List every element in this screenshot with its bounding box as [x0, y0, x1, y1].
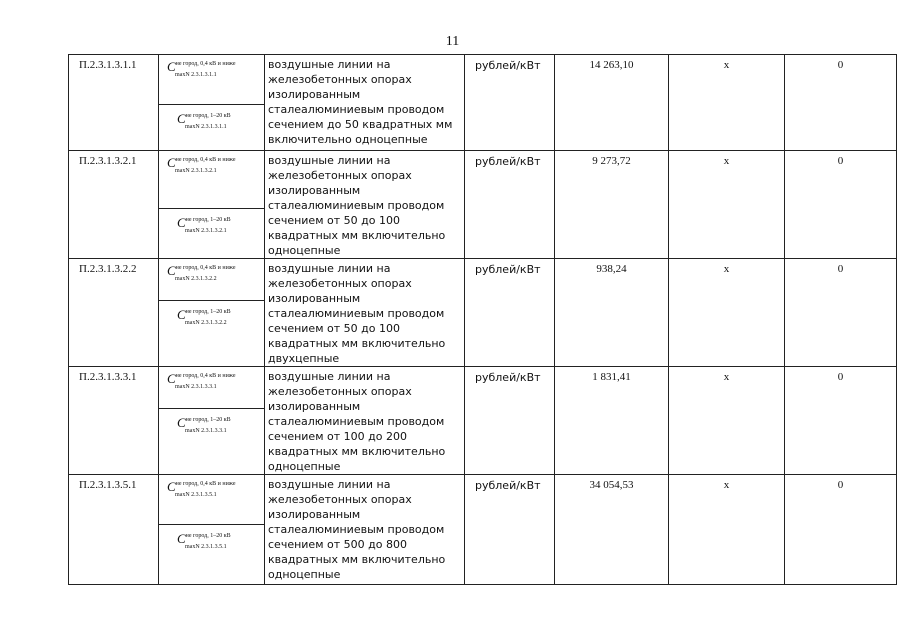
formula-medium-voltage: $C^{не город, 1-20 кВ}$ maxN 2.3.1.3.3.1	[177, 415, 231, 434]
page-number: 11	[445, 34, 460, 49]
formula-cell	[159, 151, 265, 259]
row-description: воздушные линии на железобетонных опорах изолированным сталеалюминиевым проводом сечением от 50 до 100 квадратных мм включительно двухцепные	[265, 259, 465, 367]
row-value: 34 054,53	[555, 475, 669, 585]
table-row	[69, 259, 897, 367]
row-last-value: 0	[785, 151, 897, 259]
row-mark: x	[669, 475, 785, 585]
row-mark: x	[669, 55, 785, 151]
row-code: П.2.3.1.3.5.1	[69, 475, 159, 585]
row-value: 14 263,10	[555, 55, 669, 151]
row-last-value: 0	[785, 367, 897, 475]
row-description: воздушные линии на железобетонных опорах изолированным сталеалюминиевым проводом сечением от 500 до 800 квадратных мм включительно одноцепные	[265, 475, 465, 585]
formula-medium-voltage: $C^{не город, 1-20 кВ}$ maxN 2.3.1.3.1.1	[177, 111, 231, 130]
row-value: 938,24	[555, 259, 669, 367]
row-description: воздушные линии на железобетонных опорах изолированным сталеалюминиевым проводом сечением от 100 до 200 квадратных мм включительно одноцепные	[265, 367, 465, 475]
table-row	[69, 55, 897, 151]
row-unit: рублей/кВт	[465, 151, 555, 259]
tariff-table	[68, 54, 897, 585]
formula-cell	[159, 367, 265, 475]
row-mark: x	[669, 151, 785, 259]
row-description: воздушные линии на железобетонных опорах изолированным сталеалюминиевым проводом сечением от 50 до 100 квадратных мм включительно одноцепные	[265, 151, 465, 259]
formula-low-voltage: $C^{не город, 0,4 кВ и ниже}$ maxN 2.3.1.3.3.1	[167, 371, 236, 390]
row-unit: рублей/кВт	[465, 55, 555, 151]
row-code: П.2.3.1.3.2.2	[69, 259, 159, 367]
formula-medium-voltage: $C^{не город, 1-20 кВ}$ maxN 2.3.1.3.2.1	[177, 215, 231, 234]
row-code: П.2.3.1.3.2.1	[69, 151, 159, 259]
row-value: 1 831,41	[555, 367, 669, 475]
row-code: П.2.3.1.3.1.1	[69, 55, 159, 151]
formula-cell	[159, 55, 265, 151]
row-description: воздушные линии на железобетонных опорах изолированным сталеалюминиевым проводом сечением до 50 квадратных мм включительно одноцепные	[265, 55, 465, 151]
row-value: 9 273,72	[555, 151, 669, 259]
formula-low-voltage: $C^{не город, 0,4 кВ и ниже}$ maxN 2.3.1.3.2.2	[167, 263, 236, 282]
row-unit: рублей/кВт	[465, 259, 555, 367]
table-row	[69, 367, 897, 475]
formula-low-voltage: $C^{не город, 0,4 кВ и ниже}$ maxN 2.3.1.3.1.1	[167, 59, 236, 78]
formula-cell	[159, 475, 265, 585]
row-mark: x	[669, 259, 785, 367]
table-row	[69, 151, 897, 259]
formula-low-voltage: $C^{не город, 0,4 кВ и ниже}$ maxN 2.3.1.3.2.1	[167, 155, 236, 174]
formula-medium-voltage: $C^{не город, 1-20 кВ}$ maxN 2.3.1.3.5.1	[177, 531, 231, 550]
row-last-value: 0	[785, 475, 897, 585]
table-row	[69, 475, 897, 585]
row-unit: рублей/кВт	[465, 367, 555, 475]
row-last-value: 0	[785, 55, 897, 151]
row-unit: рублей/кВт	[465, 475, 555, 585]
formula-medium-voltage: $C^{не город, 1-20 кВ}$ maxN 2.3.1.3.2.2	[177, 307, 231, 326]
row-code: П.2.3.1.3.3.1	[69, 367, 159, 475]
row-mark: x	[669, 367, 785, 475]
formula-low-voltage: $C^{не город, 0,4 кВ и ниже}$ maxN 2.3.1.3.5.1	[167, 479, 236, 498]
formula-cell	[159, 259, 265, 367]
row-last-value: 0	[785, 259, 897, 367]
